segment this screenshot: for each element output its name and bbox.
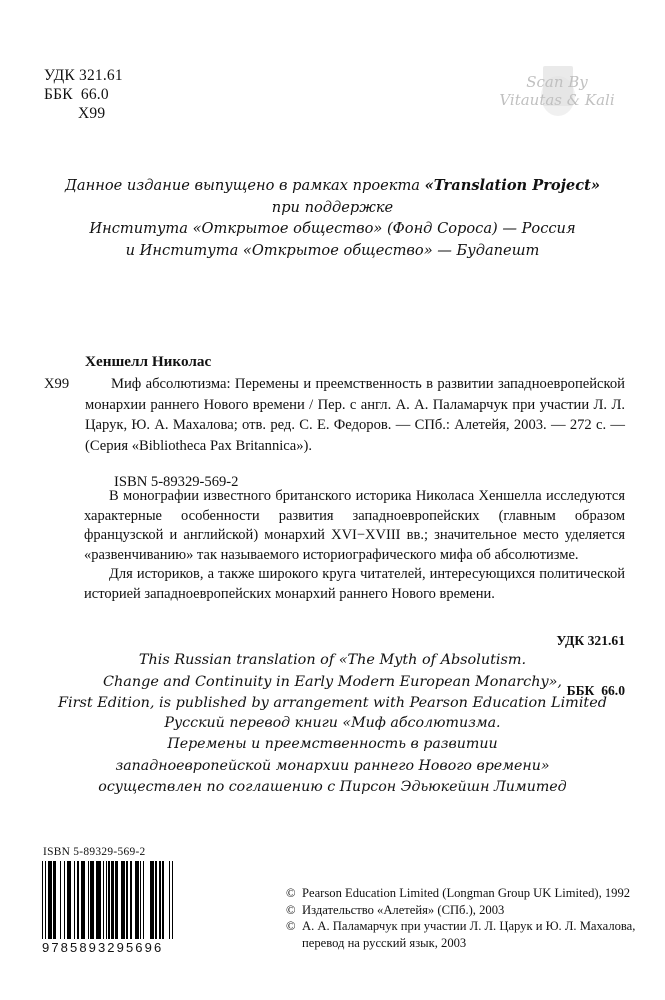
english-rights-statement (0, 650, 665, 715)
copyright-line-2: Издательство «Алетейя» (СПб.), 2003 (302, 902, 505, 917)
watermark-line2: Vitautas & Kali (499, 91, 615, 109)
barcode-isbn-caption: ISBN 5-89329-569-2 (43, 846, 146, 858)
scan-watermark (491, 62, 623, 118)
barcode-digits: 9785893295696 (42, 940, 164, 955)
copyright-row (286, 918, 635, 935)
copyright-line-1: Pearson Education Limited (Longman Group UK Limited), 1992 (302, 886, 631, 900)
barcode-image (42, 861, 174, 939)
udk-line: УДК 321.61 (44, 67, 123, 84)
copyright-row (286, 902, 635, 919)
project-statement-line-3: Института «Открытое общество» (Фонд Сороса) — Россия (89, 220, 576, 237)
record-block (44, 374, 625, 456)
copyright-line-3: А. А. Паламарчук при участии Л. Л. Царук и Ю. Л. Махалова, (302, 919, 636, 934)
classmark-block (44, 66, 123, 123)
english-rights-line-3: First Edition, is published by arrangement with Pearson Education Limited (58, 695, 607, 712)
copyright-icon: © (286, 886, 296, 900)
bbk-line-right: ББК 66.0 (566, 682, 625, 698)
annotation-paragraph-2: Для историков, а также широкого круга читателей, интересующихся политической историей западноевропейских монархий раннего Нового времени. (84, 566, 625, 602)
russian-rights-line-4: осуществлен по соглашению с Пирсон Эдьюкейшн Лимитед (98, 779, 567, 796)
copyright-block (286, 885, 635, 951)
project-statement-line-4: и Института «Открытое общество» — Будапешт (125, 241, 540, 259)
udk-line-right: УДК 321.61 (556, 633, 625, 648)
watermark-line1: Scan By (526, 73, 588, 91)
copyright-icon: © (286, 902, 296, 917)
project-statement (0, 175, 665, 261)
russian-rights-line-3: западноевропейской монархии раннего Нового времени» (115, 757, 550, 774)
english-rights-line-2: Change and Continuity in Early Modern European Monarchy», (102, 673, 562, 690)
barcode-block (42, 845, 174, 957)
project-statement-line-2: при поддержке (271, 198, 394, 216)
english-rights-line-1: This Russian translation of «The Myth of Absolutism. (138, 652, 527, 668)
author-name: Хеншелл Николас (85, 353, 212, 370)
russian-rights-line-1: Русский перевод книги «Миф абсолютизма. (164, 715, 501, 731)
project-statement-prefix: Данное издание выпущено в рамках проекта (65, 177, 425, 194)
annotation-block (84, 487, 625, 605)
russian-rights-statement (0, 713, 665, 799)
annotation-paragraph-1: В монографии известного британского историка Николаса Хеншелла исследуются характерные особенности развития западноевропейских (главным образом французской и английской) монархий XVI−XVIII вв.; значительное место уделяется «развенчиванию» так называемого историографического мифа об абсолютизме. (84, 488, 625, 563)
russian-rights-line-2: Перемены и преемственность в развитии (167, 736, 498, 753)
copyright-line-3-continuation: перевод на русский язык, 2003 (302, 935, 467, 950)
record-shelfmark: Х99 (44, 376, 70, 392)
copyright-row (286, 885, 635, 902)
record-text: Миф абсолютизма: Перемены и преемственность в развитии западноевропейской монархии раннего Нового времени / Пер. с англ. А. А. Паламарчук при участии Л. Л. Царук, Ю. А. Махалова; отв. ред. С. Е. Федоров. — СПб.: Алетейя, 2003. — 272 с. — (Серия «Bibliotheca Pax Britannica»). (85, 376, 625, 454)
project-statement-line-1 (0, 175, 665, 197)
isbn-line: ISBN 5-89329-569-2 (114, 474, 239, 491)
project-name: «Translation Project» (424, 177, 600, 194)
bibliographic-record (44, 352, 625, 492)
bbk-line: ББК 66.0 (44, 86, 109, 103)
copyright-icon: © (286, 919, 296, 934)
shelfmark-line: Х99 (78, 105, 106, 122)
